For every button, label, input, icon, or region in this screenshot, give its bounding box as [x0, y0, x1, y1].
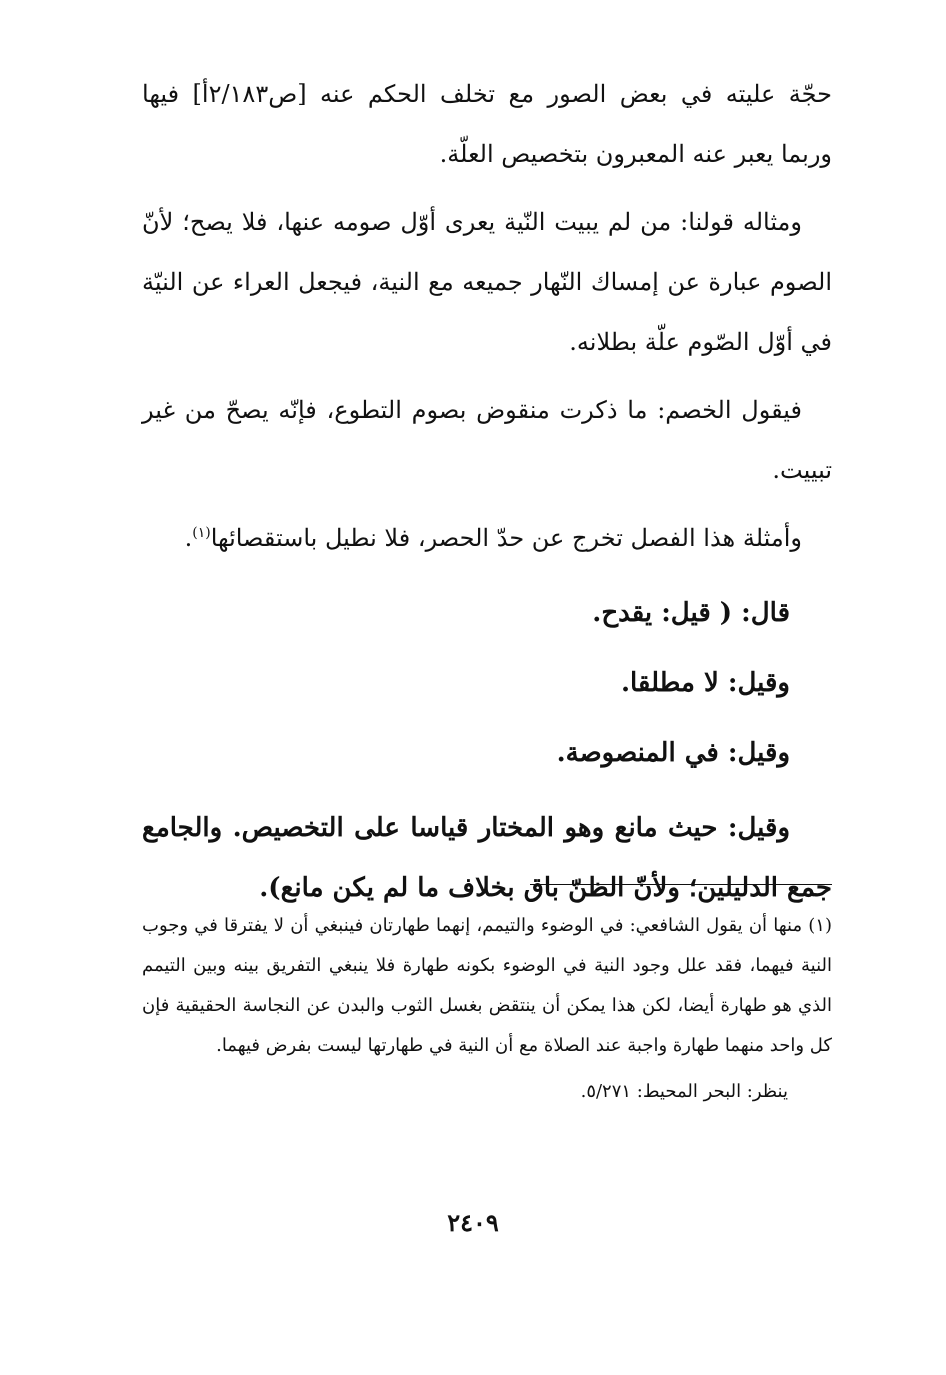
quoted-text-line-3: وقيل: في المنصوصة.: [556, 738, 790, 768]
page-number: ٢٤٠٩: [447, 1208, 499, 1237]
footnote-divider: [530, 884, 832, 885]
quoted-text-line-1: قال: ( قيل: يقدح.: [592, 598, 790, 628]
paragraph-example: ومثاله قولنا: من لم يبيت النّية يعرى أوّل صومه عنها، فلا يصح؛ لأنّ الصوم عبارة عن إمساك النّهار جميعه مع النية، فيجعل العراء عن النيّة في أوّل الصّوم علّة بطلانه.: [142, 208, 832, 356]
paragraph-examples-text: وأمثلة هذا الفصل تخرج عن حدّ الحصر، فلا نطيل باستقصائها: [210, 524, 802, 552]
paragraph-objection: فيقول الخصم: ما ذكرت منقوض بصوم التطوع، فإنّه يصحّ من غير تبييت.: [142, 396, 832, 484]
footnotes-block: [142, 906, 832, 1112]
footnote-source: ينظر: البحر المحيط: ٥/٢٧١.: [580, 1081, 788, 1102]
paragraph-end-mark: .: [184, 524, 193, 552]
paragraph-examples-note: [142, 508, 832, 568]
footnote-1: (١) منها أن يقول الشافعي: في الوضوء والتيمم، إنهما طهارتان فينبغي أن لا يفترقا في وجوب النية فيهما، فقد علل وجود النية في الوضوء بكونه طهارة فلا ينبغي التفريق بينه وبين التيمم الذي هو طهارة أيضا، لكن هذا يمكن أن ينتقض بغسل الثوب والبدن عن النجاسة الحقيقية فإن كل واحد منهما طهارة واجبة عند الصلاة مع أن النية في طهارتها ليست بفرض فيهما.: [142, 915, 833, 1056]
quoted-text-line-2: وقيل: لا مطلقا.: [620, 668, 790, 698]
footnote-reference: (١): [192, 525, 211, 541]
quoted-text-paragraph: وقيل: حيث مانع وهو المختار قياسا على التخصيص. والجامع جمع الدليلين؛ ولأنّ الظنّ باق بخلاف ما لم يكن مانع).: [142, 813, 832, 903]
paragraph-continuation: حجّة عليته في بعض الصور مع تخلف الحكم عنه [ص٢/١٨٣أ] فيها وربما يعبر عنه المعبرون بتخصيص العلّة.: [142, 80, 832, 168]
main-text-block: [142, 64, 832, 918]
